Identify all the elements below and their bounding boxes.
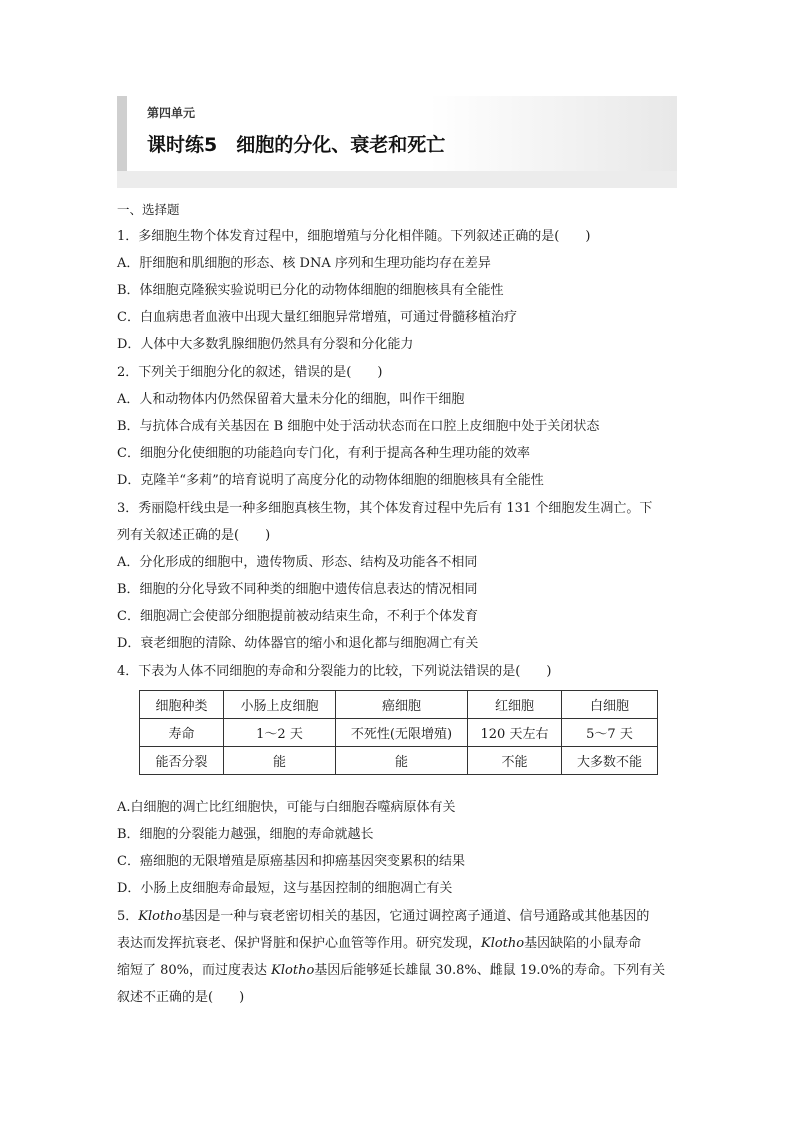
q5-stem-text: 基因缺陷的小鼠寿命 <box>524 936 642 951</box>
cell-lifespan-table <box>139 690 658 775</box>
q2-option-a: A．人和动物体内仍然保留着大量未分化的细胞，叫作干细胞 <box>117 392 465 407</box>
table-cell: 不死性(无限增殖) <box>336 719 468 747</box>
q5-stem-text: 基因后能够延长雄鼠 30.8%、雌鼠 19.0%的寿命。下列有关 <box>314 963 666 978</box>
table-row <box>140 747 658 775</box>
table-cell: 能 <box>224 747 336 775</box>
q5-stem-line-2 <box>117 935 641 953</box>
unit-label: 第四单元 <box>147 106 196 120</box>
table-cell: 癌细胞 <box>336 691 468 719</box>
q3-option-a: A．分化形成的细胞中，遗传物质、形态、结构及功能各不相同 <box>117 555 478 570</box>
table-cell: 细胞种类 <box>140 691 224 719</box>
q4-option-b: B．细胞的分裂能力越强，细胞的寿命就越长 <box>117 827 374 842</box>
q2-option-c: C．细胞分化使细胞的功能趋向专门化，有利于提高各种生理功能的效率 <box>117 446 530 461</box>
header-underline-band <box>117 171 677 188</box>
table-cell: 大多数不能 <box>562 747 658 775</box>
gene-name: Klotho <box>271 963 315 978</box>
q5-stem-text: 缩短了 80%，而过度表达 <box>117 963 272 978</box>
q1-option-b: B．体细胞克隆猴实验说明已分化的动物体细胞的细胞核具有全能性 <box>117 283 504 298</box>
table-cell: 120 天左右 <box>468 719 562 747</box>
gene-name: Klotho <box>481 936 525 951</box>
q3-option-c: C．细胞凋亡会使部分细胞提前被动结束生命，不利于个体发育 <box>117 609 478 624</box>
q5-stem-text: 基因是一种与衰老密切相关的基因，它通过调控离子通道、信号通路或其他基因的 <box>181 909 650 924</box>
section-title: 一、选择题 <box>117 202 180 217</box>
table-cell: 红细胞 <box>468 691 562 719</box>
q4-option-a: A.白细胞的凋亡比红细胞快，可能与白细胞吞噬病原体有关 <box>117 800 456 815</box>
q5-stem-line-1: 5．Klotho基因是一种与衰老密切相关的基因，它通过调控离子通道、信号通路或其他基因的 <box>117 909 650 924</box>
lesson-title: 课时练5 细胞的分化、衰老和死亡 <box>147 134 446 156</box>
table-cell: 白细胞 <box>562 691 658 719</box>
q3-option-b: B．细胞的分化导致不同种类的细胞中遗传信息表达的情况相同 <box>117 582 478 597</box>
header-side-bar <box>117 96 127 171</box>
q1-stem: 1．多细胞生物个体发育过程中，细胞增殖与分化相伴随。下列叙述正确的是( ) <box>117 229 591 244</box>
q3-stem-line-2: 列有关叙述正确的是( ) <box>117 528 271 543</box>
table-cell: 1～2 天 <box>224 719 336 747</box>
unit-header <box>117 96 677 195</box>
q2-option-d: D．克隆羊“多莉”的培育说明了高度分化的动物体细胞的细胞核具有全能性 <box>117 473 544 488</box>
q2-stem: 2．下列关于细胞分化的叙述，错误的是( ) <box>117 365 383 380</box>
table-row <box>140 691 658 719</box>
q5-stem-line-3 <box>117 962 665 980</box>
table-cell: 不能 <box>468 747 562 775</box>
q1-option-a: A．肝细胞和肌细胞的形态、核 DNA 序列和生理功能均存在差异 <box>117 256 491 271</box>
q4-stem: 4．下表为人体不同细胞的寿命和分裂能力的比较，下列说法错误的是( ) <box>117 664 552 679</box>
table-row <box>140 719 658 747</box>
q5-stem-text: 表达而发挥抗衰老、保护肾脏和保护心血管等作用。研究发现， <box>117 936 482 951</box>
gene-name: Klotho <box>138 909 182 924</box>
q2-option-b: B．与抗体合成有关基因在 B 细胞中处于活动状态而在口腔上皮细胞中处于关闭状态 <box>117 419 600 434</box>
table-cell: 寿命 <box>140 719 224 747</box>
table-cell: 能否分裂 <box>140 747 224 775</box>
q1-option-d: D．人体中大多数乳腺细胞仍然具有分裂和分化能力 <box>117 337 414 352</box>
q3-option-d: D．衰老细胞的清除、幼体器官的缩小和退化都与细胞凋亡有关 <box>117 636 479 651</box>
table-cell: 能 <box>336 747 468 775</box>
table-cell: 小肠上皮细胞 <box>224 691 336 719</box>
q5-stem-line-4: 叙述不正确的是( ) <box>117 990 245 1005</box>
q4-option-c: C．癌细胞的无限增殖是原癌基因和抑癌基因突变累积的结果 <box>117 854 465 869</box>
q4-option-d: D．小肠上皮细胞寿命最短，这与基因控制的细胞凋亡有关 <box>117 881 453 896</box>
q1-option-c: C．白血病患者血液中出现大量红细胞异常增殖，可通过骨髓移植治疗 <box>117 310 517 325</box>
q3-stem-line-1: 3．秀丽隐杆线虫是一种多细胞真核生物，其个体发育过程中先后有 131 个细胞发生凋亡。下 <box>117 501 653 516</box>
table-cell: 5～7 天 <box>562 719 658 747</box>
